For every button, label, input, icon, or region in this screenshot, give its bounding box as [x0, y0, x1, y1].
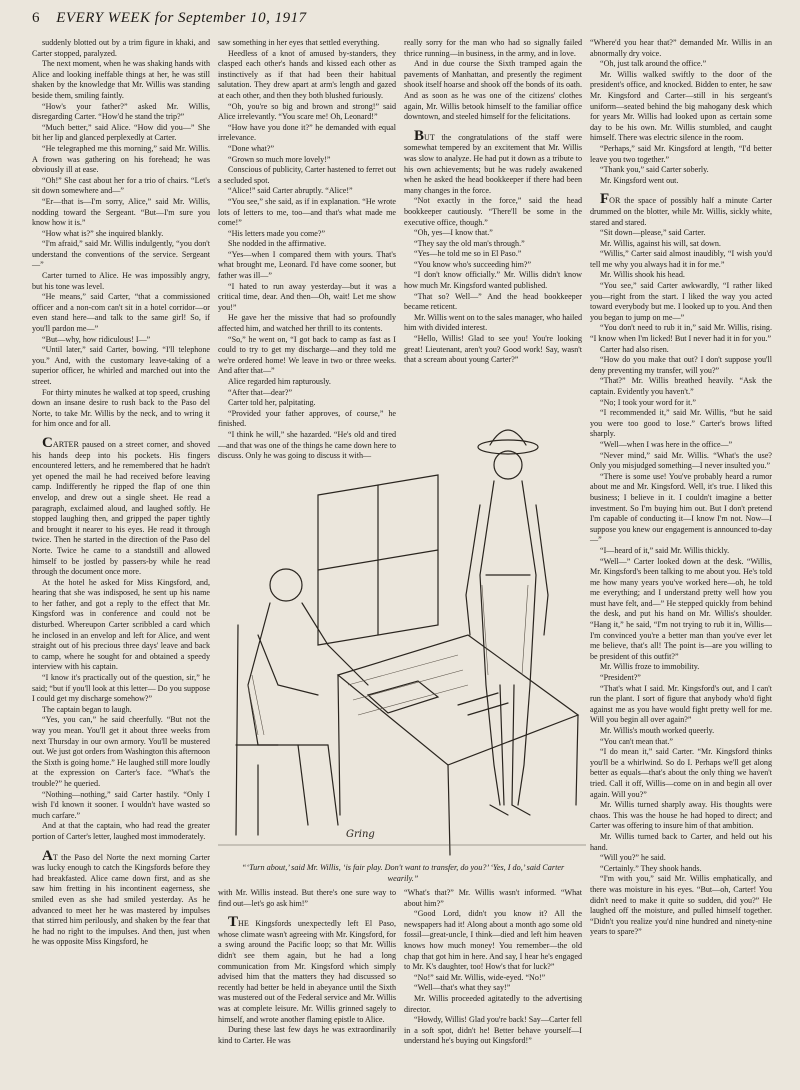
paragraph: At the hotel he asked for Miss Kingsford, and, hearing that she was indisposed, he sent up his name to her father, and got a reply to the effect that Mr. Kingsford was in conference and could not be disturbed. Whereupon Carter scribbled a card which he inclosed in an envelop and left for Alice, and went straight out of his precious three days' leave and back to camp, where he sought for and obtained a speedy interview with his captain. — [32, 577, 210, 672]
paragraph: During these last few days he was extraordinarily kind to Carter. He was — [218, 1025, 396, 1045]
paragraph: Mr. Willis shook his head. — [600, 270, 685, 280]
paragraph: “Yes—when I compared them with yours. That's what brought me, Leonard. I'd have come sooner, but father was ill—” — [218, 249, 396, 281]
paragraph: “After that—dear?” — [228, 387, 293, 397]
paragraph: “That?” Mr. Willis breathed heavily. “Ask the captain. Evidently you haven't.” — [590, 376, 772, 396]
column-3-top — [404, 38, 583, 365]
paragraph: “How what is?” she inquired blankly. — [42, 228, 164, 238]
paragraph: “I—heard of it,” said Mr. Willis thickly. — [600, 545, 730, 555]
paragraph: “I'm with you,” said Mr. Willis emphatically, and there was moisture in his eyes. “But—oh, Carter! You didn't need to make it quite so sudden, did you?” He laughed off the moisture, and pulled himself together. “Didn't you realize you'd nine hundred and ninety-nine years to spare?” — [590, 874, 772, 937]
paragraph: “Willis,” Carter said almost inaudibly, “I wish you'd tell me why you always had it in for me.” — [590, 249, 772, 269]
paragraph: The captain began to laugh. — [42, 704, 132, 714]
paragraph: “Hello, Willis! Glad to see you! You're looking great! Lieutenant, aren't you? Good work! Say, wasn't that a scream about young Carter?” — [404, 334, 582, 365]
paragraph: “You can't mean that.” — [600, 736, 674, 746]
paragraph: “Not exactly in the force,” said the head bookkeeper cautiously. “There'll be some in the executive office, though.” — [404, 196, 582, 227]
paragraph: She nodded in the affirmative. — [228, 239, 327, 249]
paragraph: Carter told her, palpitating. — [228, 398, 316, 408]
column-4 — [590, 38, 772, 1078]
paragraph: “Yes—he told me so in El Paso.” — [414, 249, 522, 259]
paragraph: Mr. Willis's mouth worked queerly. — [600, 726, 715, 735]
running-title: EVERY WEEK for September 10, 1917 — [56, 10, 307, 26]
paragraph: “How's your father?” asked Mr. Willis, disregarding Carter. “How'd he stand the trip?” — [32, 101, 210, 122]
paragraph: BUT the congratulations of the staff were somewhat tempered by an excitement that Mr. Willis was slow to analyze. He had put it down as a tribute to his own achievements; but he was rudely awakened when he asked the head bookkeeper if there had been many changes in the force. — [404, 127, 582, 195]
paragraph: really sorry for the man who had so signally failed thrice running—in business, in the army, and in love. — [404, 38, 582, 58]
paragraph: CARTER paused on a street corner, and shoved his hands deep into his pockets. His fingers encountered letters, and he remembered that he hadn't yet opened the mail he had received before leaving camp. Indifferently he ripped the flap of one thin envelop, and drew out a single sheet. He read a paragraph, exclaimed aloud, and laughed softly. He stopped laughing then, and gripped the paper tightly and brought it nearer to his eyes. He read it through twice. Then he started in the direction of the Paso del Norte. Twice he came to a standstill and allowed himself to be jostled by passers-by while he read through the document once more. — [32, 434, 210, 577]
paragraph: “Grown so much more lovely!” — [228, 154, 331, 164]
paragraph: Carter turned to Alice. He was impossibly angry, but his tone was level. — [32, 271, 210, 291]
paragraph: “Never mind,” said Mr. Willis. “What's the use? Only you misjudged something—I never insulted you.” — [590, 450, 772, 471]
paragraph: Mr. Willis proceeded agitatedly to the advertising director. — [404, 993, 582, 1014]
column-2-top — [218, 38, 396, 461]
paragraph: “That so? Well—” And the head bookkeeper became reticent. — [404, 291, 582, 312]
paragraph: “Where'd you hear that?” demanded Mr. Willis in an abnormally dry voice. — [590, 38, 772, 58]
paragraph: saw something in her eyes that settled everything. — [218, 38, 380, 47]
paragraph: “Er—that is—I'm sorry, Alice,” said Mr. Willis, nodding toward the Sergeant. “But—I'm sure you know how it is.” — [32, 196, 210, 228]
paragraph: “What's that?” Mr. Willis wasn't informed. “What about him?” — [404, 888, 582, 908]
column-2-bottom — [218, 888, 396, 1078]
paragraph: “Done what?” — [228, 143, 275, 153]
paragraph: “Until later,” said Carter, bowing. “I'll telephone you.” And, with the customary leave-taking of a superior officer, he whirled and marched out into the street. — [32, 345, 210, 386]
paragraph: “You see,” said Carter awkwardly, “I rather liked you—right from the start. I liked the way you acted toward everybody but me. I looked up to you. And then you began to jump on me—” — [590, 281, 772, 322]
paragraph: “He means,” said Carter, “that a commissioned officer and a non-com can't sit in a hotel corridor—or even stand here—and talk to the same girl! So, if you'll pardon me—” — [32, 292, 210, 334]
paragraph: “Howdy, Willis! Glad you're back! Say—Carter fell in a soft spot, didn't he! Better behave yourself—I understand he's buying out Kingsford!” — [404, 1015, 582, 1046]
paragraph: with Mr. Willis instead. But there's one sure way to find out—let's go ask him!” — [218, 888, 396, 908]
paragraph: Mr. Willis turned back to Carter, and held out his hand. — [590, 831, 772, 852]
paragraph: “Alice!” said Carter abruptly. “Alice!” — [228, 186, 353, 196]
paragraph: “I do mean it,” said Carter. “Mr. Kingsford thinks you'll be a whirlwind. So do I. Perhaps we'll get along better as equals—that's about the only thing we haven't tried. Call it off, Willis—come on in and begin all over again. Will you?” — [590, 747, 772, 799]
paragraph: THE Kingsfords unexpectedly left El Paso, whose climate wasn't agreeing with Mr. Kingsford, for a swing around the Pacific loop; so that Mr. Willis didn't see them again, but he had a long communication from Mr. Kingsford which simply advised him that the matters they had discussed so recently had better be held in abeyance until the Sixth was mustered out of the Federal service and Mr. Willis was at complete leisure. Mr. Willis grinned sagely to himself, and wrote another flaming epistle to Alice. — [218, 914, 396, 1024]
paragraph: “No!” said Mr. Willis, wide-eyed. “No!” — [414, 972, 546, 982]
paragraph: “I'm afraid,” said Mr. Willis indulgently, “you don't understand the conventions of the service. Sergeant—” — [32, 239, 210, 270]
paragraph: “Well—” Carter looked down at the desk. “Willis, Mr. Kingsford's been talking to me about you. He's told me how many years you've worked here—oh, he told me everything; and I understand pretty well how you must have felt, and—” He stepped quickly from behind the desk, and put his hand on Mr. Willis's shoulder. “Hang it,” he said, “I'm not trying to rub it in, Willis—I'm convinced you're a better man than you've ever let me believe, that's all! The point is—are you willing to be president of this outfit?” — [590, 556, 772, 661]
page-number: 6 — [32, 10, 40, 26]
paragraph: “He telegraphed me this morning,” said Mr. Willis. A frown was gathering on his forehead; he was obviously ill at ease. — [32, 143, 210, 175]
paragraph: “His letters made you come?” — [228, 228, 326, 238]
paragraph: “You see,” she said, as if in explanation. “He wrote lots of letters to me, too—and that's what made me come!” — [218, 196, 396, 228]
paragraph: “Perhaps,” said Mr. Kingsford at length, “I'd better leave you two together.” — [590, 143, 772, 164]
paragraph: “Well—that's what they say!” — [414, 983, 511, 993]
paragraph: “I recommended it,” said Mr. Willis, “but he said you were too good to lose.” Carter's brows lifted sharply. — [590, 408, 772, 439]
paragraph: “You don't need to rub it in,” said Mr. Willis, rising. “I know when I'm licked! But I never had it in for you.” — [590, 323, 772, 344]
paragraph: “Sit down—please,” said Carter. — [600, 228, 706, 238]
paragraph: Mr. Willis turned sharply away. His thoughts were chaos. This was the house he had hoped to direct; and Carter was offering to insure him of that ambition. — [590, 800, 772, 831]
paragraph: “Oh, you're so big and brown and strong!” said Alice irrelevantly. “You scare me! Oh, Leonard!” — [218, 101, 396, 122]
paragraph: “There is some use! You've probably heard a rumor about me and Mr. Kingsford. Well, it's true. I liked this business; I believe in it. I couldn't imagine a better investment. So I'm buying him out. But I don't pretend I'm capable of conducting it—I know I'm not. Now—I suppose you knew our engagement is announced to-day—” — [590, 471, 772, 545]
paragraph: “I think he will,” she hazarded. “He's old and tired—and that was one of the things he came down here to discuss. Only he was going to discuss it with— — [218, 429, 396, 461]
paragraph: Mr. Willis went on to the sales manager, who hailed him with divided interest. — [404, 312, 583, 333]
paragraph: “Certainly.” They shook hands. — [600, 863, 702, 873]
paragraph: Alice regarded him rapturously. — [228, 377, 331, 386]
paragraph: “Good Lord, didn't you know it? All the newspapers had it! Along about a month ago some old fossil—great-uncle, I think—died and left him heaven knows how much money! You remember—the old chap that got him in here. And say, I hear he's engaged to Mr. K's daughter, too! How's that for luck?” — [404, 909, 582, 972]
paragraph: “How do you make that out? I don't suppose you'll deny preventing my transfer, will you?” — [590, 355, 772, 375]
paragraph: The next moment, when he was shaking hands with Alice and looking ineffable things at her, he was still shaken by the knowledge that Mr. Willis was standing beside them, smiling faintly. — [32, 59, 210, 100]
paragraph: “That's what I said. Mr. Kingsford's out, and I can't run the plant. I sort of figure that anybody who'd fight against me as you have would fight pretty well for me. Will you begin all over again?” — [590, 683, 772, 725]
paragraph: “Oh, just talk around the office.” — [600, 59, 707, 69]
artist-signature: Gring — [346, 829, 375, 840]
paragraph: “I hated to run away yesterday—but it was a critical time, dear. And then—Oh, wait! Let me show you!” — [218, 281, 396, 312]
paragraph: “Yes, you can,” he said cheerfully. “But not the way you mean. You'll get it about three weeks from next Thursday in our own armory. You'll be mustered out. We just got orders from Washington this afternoon the Sixth is going home.” He laughed still more loudly at the expression on Carter's face. “What's the trouble?” he queried. — [32, 715, 211, 788]
paragraph: Mr. Kingsford went out. — [600, 175, 679, 185]
paragraph: “But—why, how ridiculous! I—” — [42, 334, 151, 344]
paragraph: Mr. Willis walked swiftly to the door of the president's office, and knocked. Bidden to enter, he saw Mr. Kingsford and Carter—still in his sergeant's uniform—seated behind the big mahogany desk which for years Mr. Willis had looked upon as certain some day to be his own. Mr. Willis stumbled, and caught himself. There was electric silence in the room. — [590, 69, 772, 143]
illustration-caption: “‘Turn about,’ said Mr. Willis, ‘is fair play. Don't want to transfer, do you?’ ‘Yes, I do,’ said Carter wearily.” — [241, 863, 565, 883]
paragraph: And at that the captain, who had read the greater portion of Carter's letter, laughed most immoderately. — [32, 821, 210, 841]
paragraph: “Much better,” said Alice. “How did you—” She bit her lip and glanced perplexedly at Carter. — [32, 122, 210, 143]
paragraph: Carter had also risen. — [600, 344, 669, 354]
page-header — [32, 10, 772, 32]
paragraph: “So,” he went on, “I got back to camp as fast as I could to try to get my discharge—and they told me we're ordered home! We leave in two or three weeks. And after that—” — [218, 334, 396, 376]
paragraph: “Oh, yes—I know that.” — [414, 228, 493, 238]
paragraph: He gave her the missive that had so profoundly affected him, and watched her thrill to its contents. — [218, 313, 396, 334]
paragraph: “Nothing—nothing,” said Carter hastily. “Only I wish I'd known it sooner. I wouldn't have wasted so much carfare.” — [32, 789, 210, 820]
paragraph: “Provided your father approves, of course,” he finished. — [218, 408, 396, 429]
paragraph: “I don't know officially.” Mr. Willis didn't know how much Mr. Kingsford wanted published. — [404, 270, 582, 291]
paragraph: “Oh!” She cast about her for a trio of chairs. “Let's sit down somewhere and—” — [32, 175, 210, 196]
paragraph: Mr. Willis froze to immobility. — [600, 662, 700, 672]
paragraph: “President?” — [600, 673, 641, 683]
paragraph: FOR the space of possibly half a minute Carter drummed on the blotter, while Mr. Willis, sickly white, stared and stared. — [590, 191, 772, 227]
paragraph: “Thank you,” said Carter soberly. — [600, 165, 709, 175]
column-1 — [32, 38, 210, 1078]
paragraph: Heedless of a knot of amused by-standers, they clasped each other's hands and kissed each other as instinctively as if that had been their habitual salutation. They drew apart at arm's length and gazed at each other, and then they both blushed furiously. — [218, 48, 396, 100]
illustration-sketch — [218, 385, 586, 865]
paragraph: “No; I took your word for it.” — [600, 397, 696, 407]
story-illustration — [218, 385, 586, 865]
paragraph: Mr. Willis, against his will, sat down. — [600, 238, 721, 248]
column-3-bottom — [404, 888, 582, 1078]
paragraph: AT the Paso del Norte the next morning Carter was lucky enough to catch the Kingsfords before they had breakfasted. Alice came down first, and as she saw him fretting in his incontinent eagerness, she smiled even as she had smiled yesterday. As he advanced to meet her he was mastered by impulses that stirred him perilously, and shaken by the fear that he had no right to the impulses. And then, just when he was opposite Miss Kingsford, he — [32, 847, 210, 947]
paragraph: And in due course the Sixth tramped again the pavements of Manhattan, and presently the regiment shook itself hoarse and shook off the bonds of its oath. And as soon as he was one of the citizens' clothes again, Mr. Willis betook himself to the familiar office downtown, and steeled himself for the felicitations. — [404, 59, 582, 122]
paragraph: “How have you done it?” he demanded with equal irrelevance. — [218, 122, 396, 143]
paragraph: “You know who's succeeding him?” — [414, 259, 532, 269]
paragraph: For thirty minutes he walked at top speed, crushing down an insane desire to rush back to the Paso del Norte, to take Mr. Willis by the neck, and to wring it for him once and for all. — [32, 387, 210, 429]
paragraph: suddenly blotted out by a trim figure in khaki, and Carter stopped, paralyzed. — [32, 38, 210, 58]
paragraph: “They say the old man's through.” — [414, 238, 525, 248]
paragraph: Conscious of publicity, Carter hastened to ferret out a secluded spot. — [218, 165, 396, 185]
paragraph: “Well—when I was here in the office—” — [600, 439, 733, 449]
paragraph: “Will you?” he said. — [600, 853, 666, 863]
paragraph: “I know it's practically out of the question, sir,” he said; “but if you'll look at this letter— Do you suppose I could get my discharge somehow?” — [32, 673, 210, 704]
